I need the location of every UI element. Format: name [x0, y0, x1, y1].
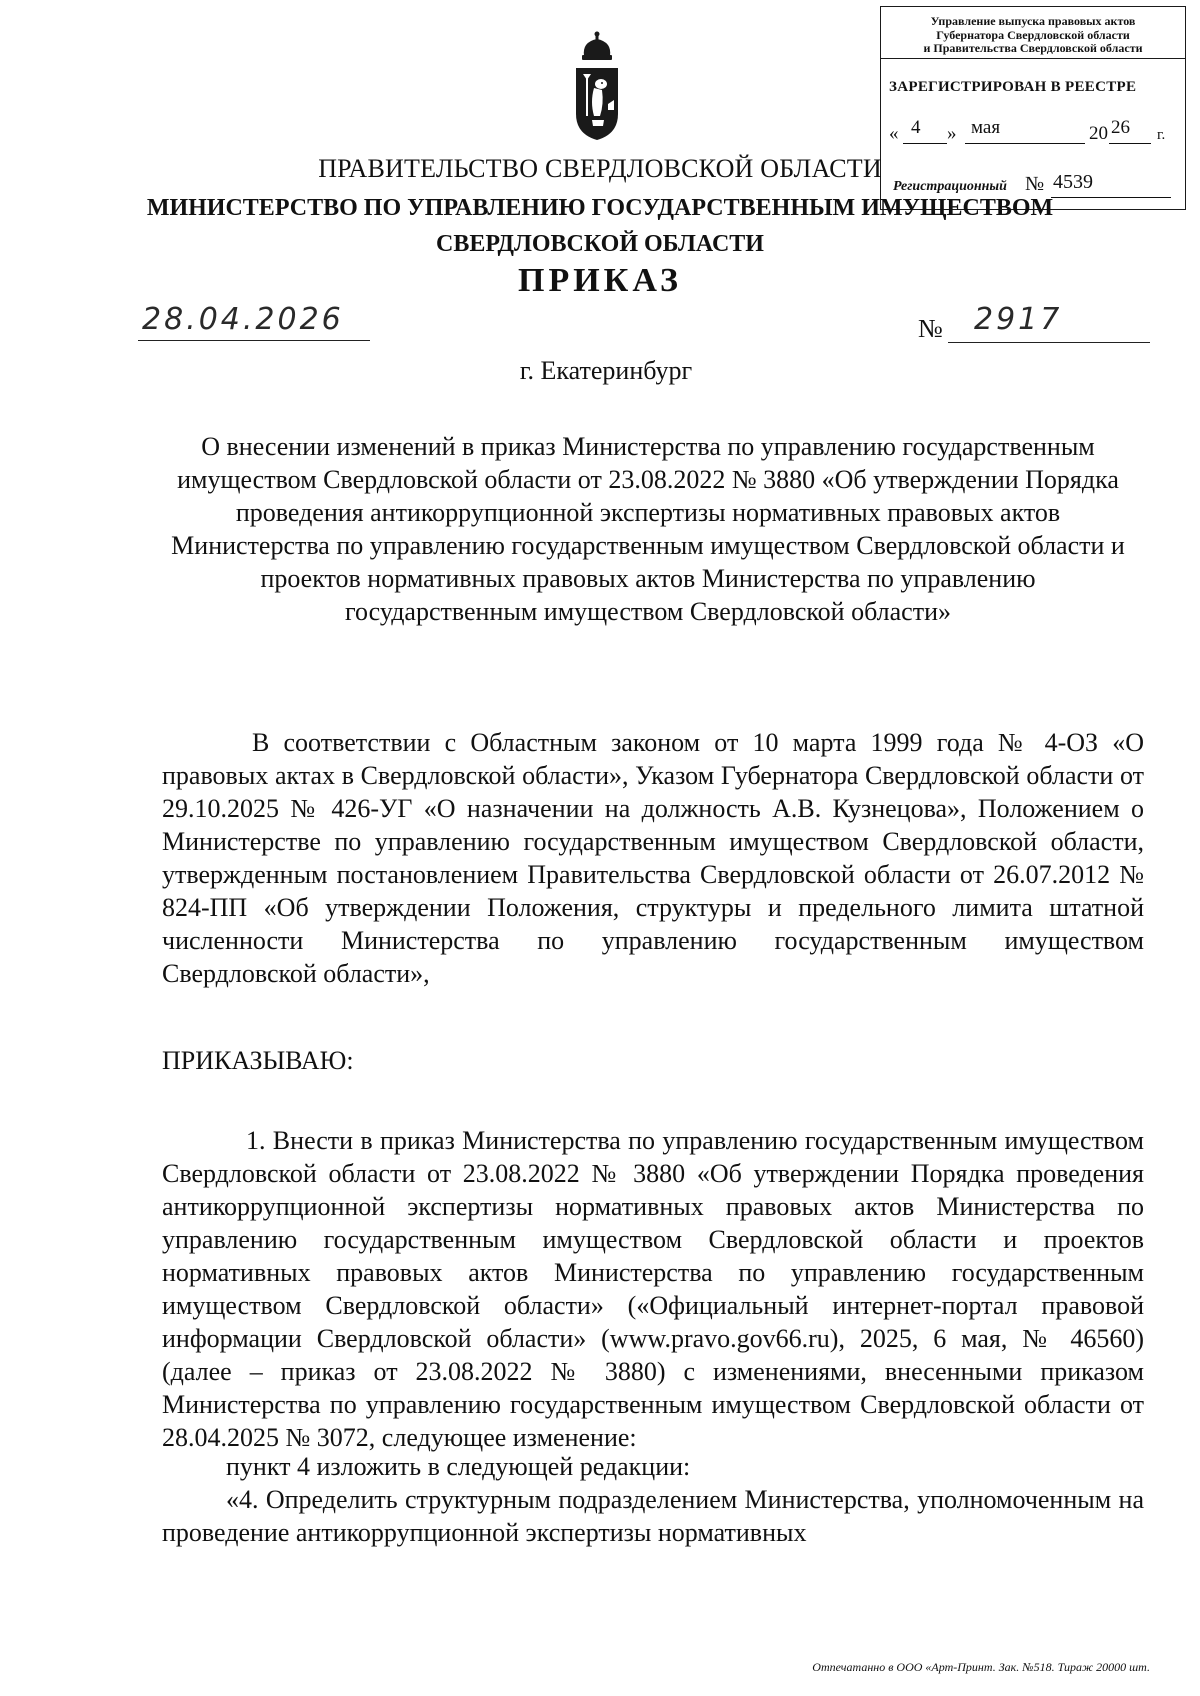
document-title: О внесении изменений в приказ Министерства по управлению государственным имуществом Свердловской области от 23.08.2022 № 3880 «Об утверждении Порядка проведения антикоррупционной экспертизы нормативных правовых актов Министерства по управлению государственным имуществом Свердловской области и проектов нормативных правовых актов Министерства по управлению государственным имуществом Свердловской области» — [171, 432, 1125, 626]
stamp-day: 4 — [911, 117, 921, 138]
order-date: 28.04.2026 — [142, 302, 344, 337]
government-name: ПРАВИТЕЛЬСТВО СВЕРДЛОВСКОЙ ОБЛАСТИ — [318, 154, 882, 183]
order-number: 2917 — [974, 302, 1063, 337]
stamp-header — [881, 7, 1185, 59]
order-number-underline — [948, 342, 1150, 343]
stamp-header-line: Губернатора Свердловской области — [936, 27, 1130, 42]
stamp-month: мая — [971, 117, 1001, 138]
city-line — [0, 356, 1200, 386]
city-name: г. Екатеринбург — [519, 356, 693, 385]
preamble-paragraph: В соответствии с Областным законом от 10 марта 1999 года № 4-ОЗ «О правовых актах в Свердловской области», Указом Губернатора Свердловской области от 29.10.2025 № 426-УГ «О назначении на должность А.В. Кузнецова», Положением о Министерстве по управлению государственным имуществом Свердловской области, утвержденным постановлением Правительства Свердловской области от 26.07.2012 № 824-ПП «Об утверждении Положения, структуры и предельного лимита штатной численности Министерства по управлению государственным имуществом Свердловской области», — [162, 728, 1144, 988]
order-directive: ПРИКАЗЫВАЮ: — [162, 1046, 354, 1075]
order-item-1-quote: «4. Определить структурным подразделением Министерства, уполномоченным на проведение антикоррупционной экспертизы нормативных — [162, 1485, 1144, 1547]
stamp-quote-close: » — [947, 123, 957, 144]
stamp-year-prefix: 20 — [1089, 123, 1108, 144]
stamp-quote-open: « — [889, 123, 899, 144]
government-heading — [0, 154, 1200, 184]
coat-of-arms-emblem — [568, 30, 626, 142]
stamp-year-suffix: 26 — [1111, 117, 1130, 138]
stamp-registered-label: ЗАРЕГИСТРИРОВАН В РЕЕСТРЕ — [889, 79, 1137, 95]
ministry-line: СВЕРДЛОВСКОЙ ОБЛАСТИ — [436, 231, 764, 257]
stamp-year-underline — [1109, 143, 1151, 144]
stamp-day-underline — [903, 143, 947, 144]
order-number-sign: № — [918, 314, 943, 343]
stamp-reg-label: Регистрационный — [893, 179, 1007, 194]
order-item-1-instruction: пункт 4 изложить в следующей редакции: — [226, 1452, 691, 1481]
stamp-year-mark: г. — [1157, 127, 1166, 143]
printer-footer: Отпечатанно в ООО «Арт-Принт. Зак. №518. Тираж 20000 шт. — [812, 1660, 1150, 1674]
stamp-header-line: и Правительства Свердловской области — [923, 41, 1143, 55]
order-date-underline — [138, 340, 370, 341]
document-type: ПРИКАЗ — [518, 262, 682, 299]
order-item-1: 1. Внести в приказ Министерства по управлению государственным имуществом Свердловской области от 23.08.2022 № 3880 «Об утверждении Порядка проведения антикоррупционной экспертизы нормативных правовых актов Министерства по управлению государственным имуществом Свердловской области и проектов нормативных правовых актов Министерства по управлению государственным имуществом Свердловской области» («Официальный интернет-портал правовой информации Свердловской области» (www.pravo.gov66.ru), 2025, 6 мая, № 46560) (далее – приказ от 23.08.2022 № 3880) с изменениями, внесенными приказом Министерства по управлению государственным имуществом Свердловской области от 28.04.2025 № 3072, следующее изменение: — [162, 1126, 1144, 1452]
ministry-heading — [100, 190, 1100, 262]
stamp-header-line: Управление выпуска правовых актов — [930, 14, 1136, 28]
stamp-date — [889, 117, 1183, 149]
stamp-number-sign: № — [1025, 173, 1045, 195]
stamp-month-underline — [965, 143, 1085, 144]
stamp-reg-number: 4539 — [1053, 171, 1093, 193]
ministry-line: МИНИСТЕРСТВО ПО УПРАВЛЕНИЮ ГОСУДАРСТВЕННЫМ ИМУЩЕСТВОМ — [146, 195, 1054, 221]
